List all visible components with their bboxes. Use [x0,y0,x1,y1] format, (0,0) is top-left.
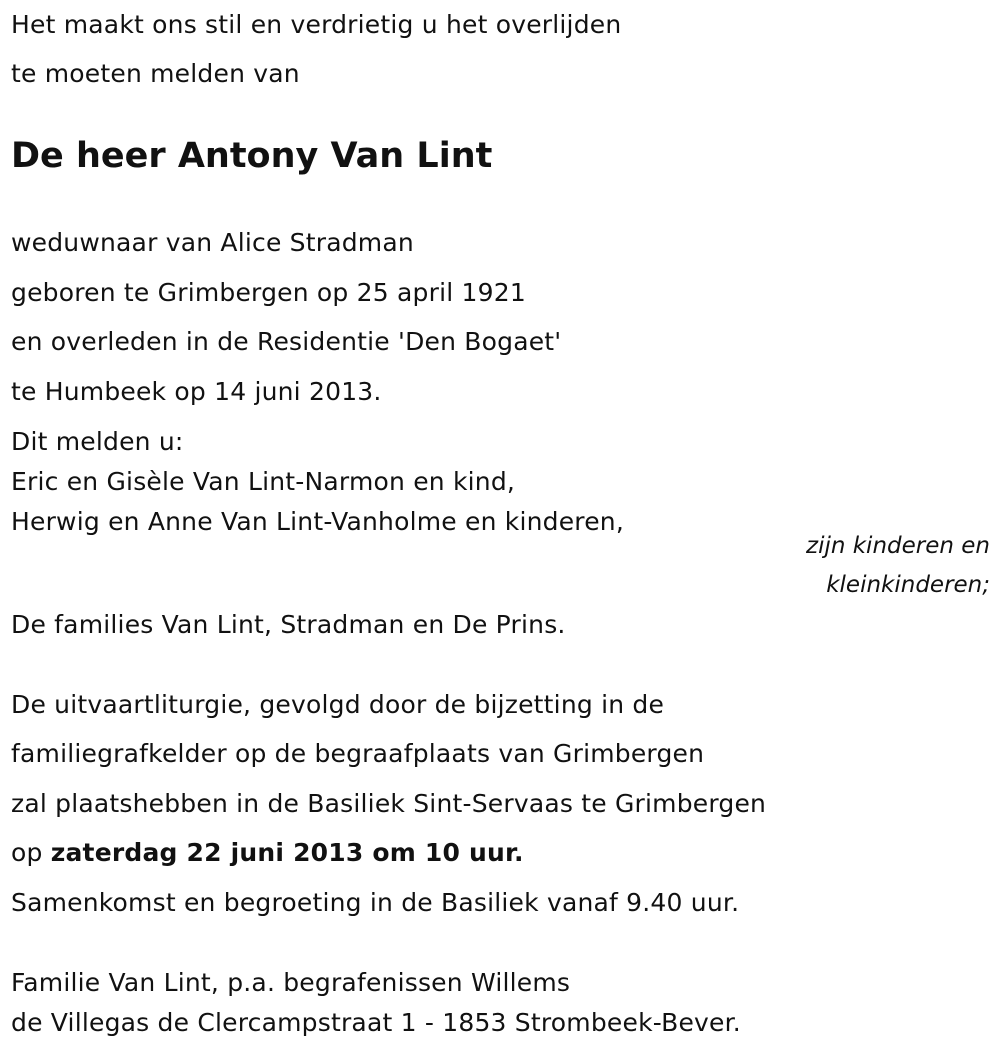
contact-line-2: de Villegas de Clercampstraat 1 - 1853 Strombeek-Bever. [11,1008,741,1037]
birth-line: geboren te Grimbergen op 25 april 1921 [11,278,526,307]
deceased-name-title: De heer Antony Van Lint [11,136,493,176]
service-date-prefix: op [11,838,51,867]
death-date-line: te Humbeek op 14 juni 2013. [11,377,382,406]
death-place-line: en overleden in de Residentie 'Den Bogaet' [11,327,562,356]
announcers-intro: Dit melden u: [11,427,184,456]
announcer-child-2: Herwig en Anne Van Lint-Vanholme en kinderen, [11,507,624,536]
intro-line-2: te moeten melden van [11,59,300,88]
service-line-3: zal plaatshebben in de Basiliek Sint-Servaas te Grimbergen [11,789,767,818]
service-line-2: familiegrafkelder op de begraafplaats van Grimbergen [11,739,705,768]
children-note-line-2: kleinkinderen; [826,572,990,598]
children-note-line-1: zijn kinderen en [806,533,990,559]
gathering-line: Samenkomst en begroeting in de Basiliek vanaf 9.40 uur. [11,888,740,917]
families-line: De families Van Lint, Stradman en De Prins. [11,610,566,639]
widower-line: weduwnaar van Alice Stradman [11,228,414,257]
intro-line-1: Het maakt ons stil en verdrietig u het overlijden [11,10,622,39]
service-date-line [11,838,524,868]
service-date-bold: zaterdag 22 juni 2013 om 10 uur. [50,838,524,867]
contact-line-1: Familie Van Lint, p.a. begrafenissen Willems [11,968,571,997]
service-line-1: De uitvaartliturgie, gevolgd door de bijzetting in de [11,690,665,719]
announcer-child-1: Eric en Gisèle Van Lint-Narmon en kind, [11,467,516,496]
